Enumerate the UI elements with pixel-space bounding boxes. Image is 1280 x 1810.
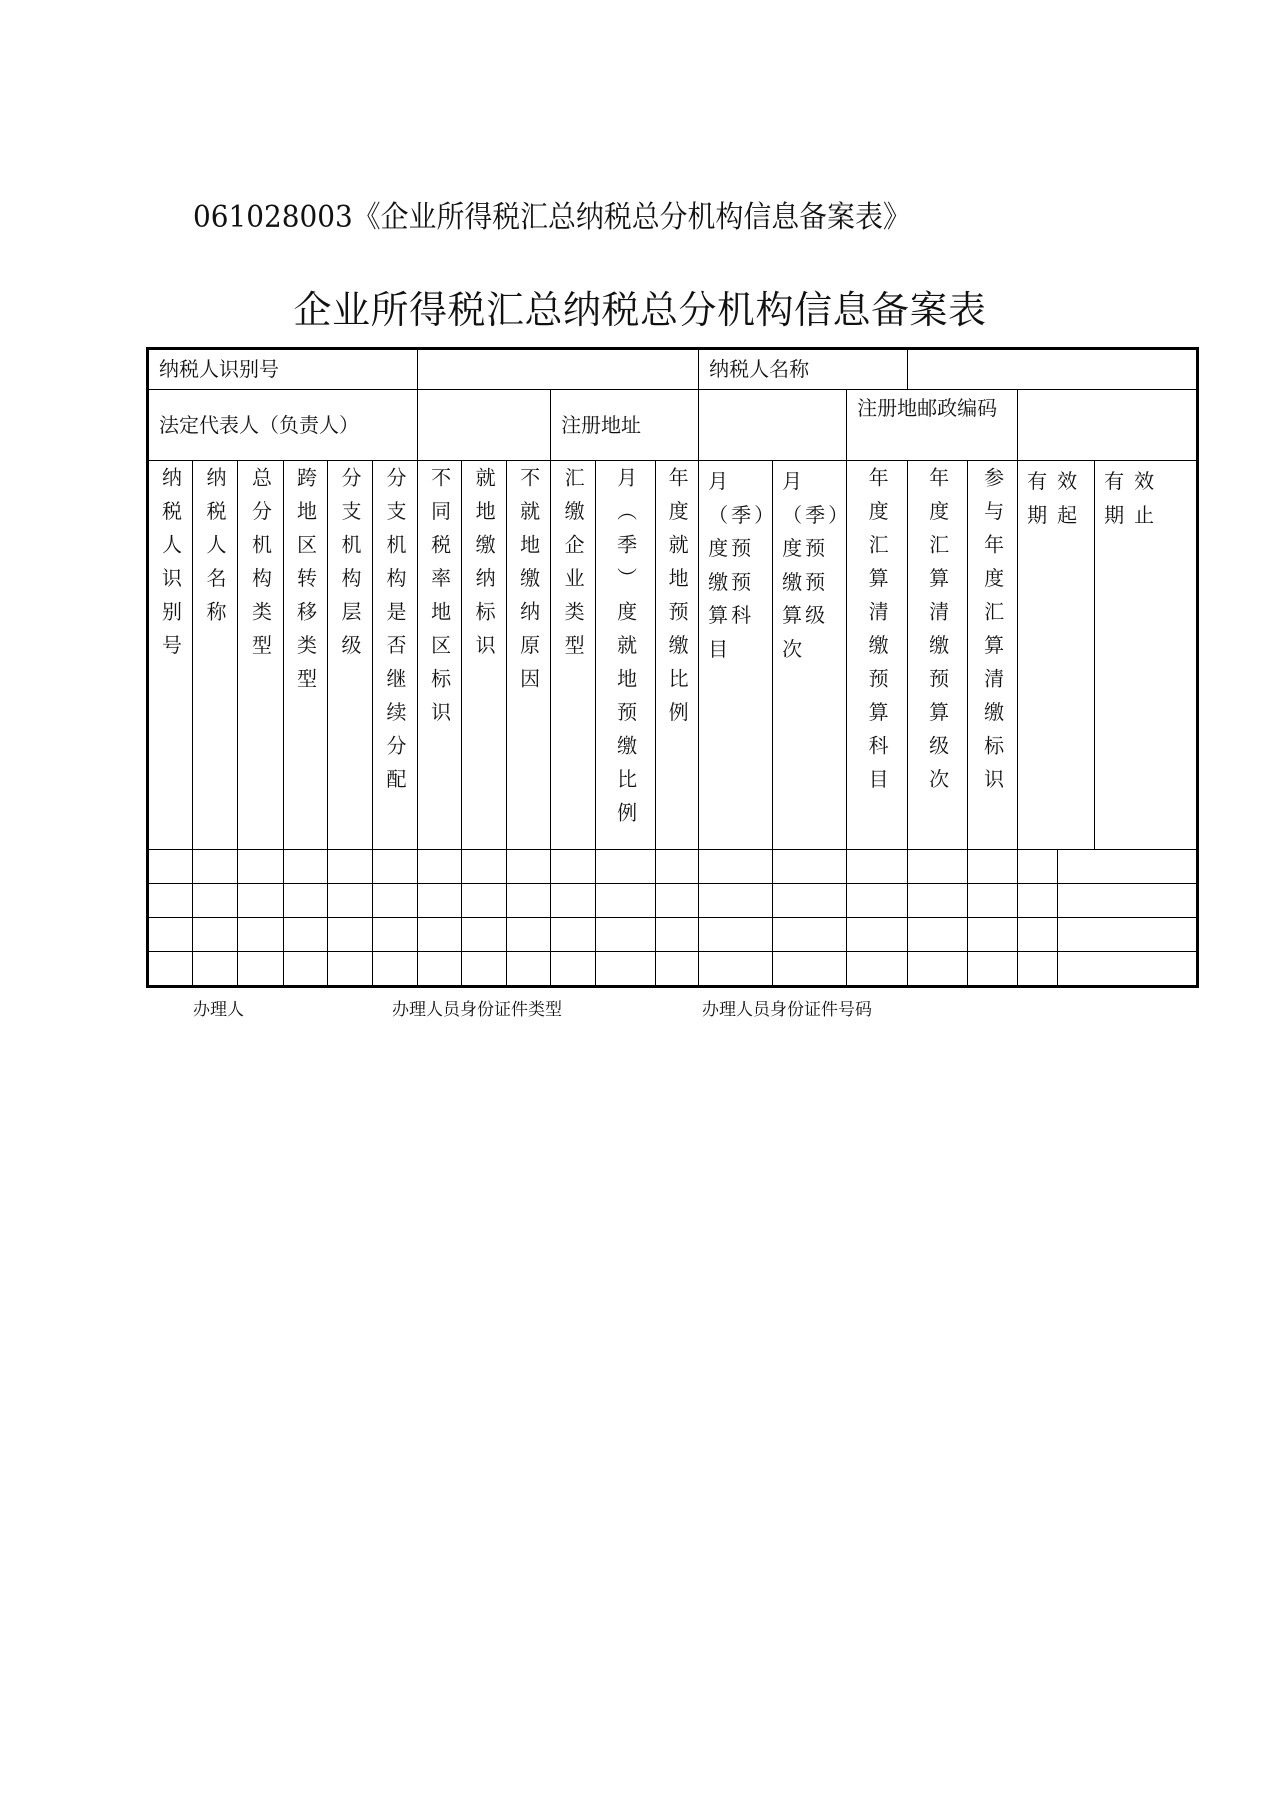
col-header-monthly-local-ratio <box>596 461 656 850</box>
filing-form-table <box>146 347 1199 988</box>
table-cell[interactable] <box>238 918 284 952</box>
col-header-label: 总分机构类型 <box>248 467 273 668</box>
col-header-label: 分支机构层级 <box>338 467 362 668</box>
table-cell[interactable] <box>148 884 193 918</box>
col-header-label: 纳税人名称 <box>203 467 227 635</box>
col-header-branch-continue-allocation <box>373 461 418 850</box>
table-cell[interactable] <box>507 918 551 952</box>
col-header-label: 纳税人识别号 <box>158 467 183 668</box>
table-cell[interactable] <box>462 918 507 952</box>
col-header-label: 就地缴纳标识 <box>472 467 497 668</box>
table-cell[interactable] <box>699 850 773 884</box>
col-header-label: 不就地缴纳原因 <box>516 467 541 702</box>
col-header-branch-level <box>328 461 373 850</box>
table-cell[interactable] <box>238 850 284 884</box>
document-main-title: 企业所得税汇总纳税总分机构信息备案表 <box>293 288 987 332</box>
col-header-valid-from <box>1018 461 1095 850</box>
table-cell[interactable] <box>551 918 596 952</box>
table-cell[interactable] <box>968 884 1018 918</box>
table-cell[interactable] <box>1058 952 1198 987</box>
table-cell[interactable] <box>968 952 1018 987</box>
table-cell[interactable] <box>328 952 373 987</box>
handler-label: 办理人 <box>193 1000 244 1020</box>
taxpayer-name-label: 纳税人名称 <box>699 349 908 390</box>
col-header-label: 跨地区转移类型 <box>293 467 318 702</box>
table-cell[interactable] <box>284 918 328 952</box>
handler-id-number-label: 办理人员身份证件号码 <box>702 1000 872 1020</box>
table-cell[interactable] <box>656 952 699 987</box>
col-header-label: 有效期起 <box>1027 469 1088 527</box>
table-cell[interactable] <box>418 918 462 952</box>
col-header-label: 月（季）度就地预缴比例 <box>613 467 638 836</box>
table-cell[interactable] <box>328 918 373 952</box>
table-cell[interactable] <box>699 918 773 952</box>
col-header-non-local-reason <box>507 461 551 850</box>
col-header-consolidated-type <box>551 461 596 850</box>
col-header-monthly-budget-level <box>773 461 852 850</box>
table-cell[interactable] <box>373 952 418 987</box>
table-cell[interactable] <box>773 884 847 918</box>
table-cell[interactable] <box>596 850 656 884</box>
table-row <box>148 884 1198 918</box>
document-code-title: 061028003《企业所得税汇总纳税总分机构信息备案表》 <box>193 200 911 235</box>
col-header-local-payment-flag <box>462 461 507 850</box>
table-cell[interactable] <box>596 952 656 987</box>
table-cell[interactable] <box>462 884 507 918</box>
table-cell[interactable] <box>328 850 373 884</box>
table-cell[interactable] <box>507 884 551 918</box>
table-row <box>148 918 1198 952</box>
col-header-monthly-budget-subject <box>699 461 778 850</box>
taxpayer-info-row <box>148 349 1198 390</box>
table-cell[interactable] <box>551 952 596 987</box>
table-cell[interactable] <box>373 918 418 952</box>
table-cell[interactable] <box>773 918 847 952</box>
reg-address-label: 注册地址 <box>551 390 699 461</box>
table-cell[interactable] <box>284 952 328 987</box>
table-cell[interactable] <box>1058 850 1198 884</box>
table-cell[interactable] <box>238 952 284 987</box>
col-header-label: 有效期止 <box>1104 469 1165 527</box>
table-cell[interactable] <box>596 918 656 952</box>
col-header-hq-branch-type <box>238 461 284 850</box>
table-cell[interactable] <box>148 918 193 952</box>
col-header-label: 年度汇算清缴预算科目 <box>865 467 890 802</box>
table-cell[interactable] <box>699 884 773 918</box>
col-header-cross-region-transfer <box>284 461 328 850</box>
table-cell[interactable] <box>968 918 1018 952</box>
col-header-label: 不同税率地区标识 <box>427 467 452 735</box>
table-row <box>148 952 1198 987</box>
table-cell[interactable] <box>1058 884 1198 918</box>
table-cell[interactable] <box>847 952 908 987</box>
table-cell[interactable] <box>968 850 1018 884</box>
table-cell[interactable] <box>148 850 193 884</box>
reg-address-field[interactable] <box>699 390 847 461</box>
table-cell[interactable] <box>908 850 968 884</box>
handler-id-type-label: 办理人员身份证件类型 <box>392 1000 562 1020</box>
col-header-label: 汇缴企业类型 <box>561 467 586 668</box>
table-cell[interactable] <box>507 850 551 884</box>
table-cell[interactable] <box>773 850 847 884</box>
table-cell[interactable] <box>373 884 418 918</box>
col-header-taxpayer-name <box>193 461 238 850</box>
taxpayer-id-field[interactable] <box>418 349 699 390</box>
table-cell[interactable] <box>847 850 908 884</box>
table-cell[interactable] <box>284 850 328 884</box>
table-cell[interactable] <box>773 952 847 987</box>
legal-rep-field[interactable] <box>418 390 551 461</box>
table-cell[interactable] <box>908 918 968 952</box>
table-cell[interactable] <box>193 850 238 884</box>
table-cell[interactable] <box>1018 918 1058 952</box>
table-cell[interactable] <box>462 850 507 884</box>
table-cell[interactable] <box>418 952 462 987</box>
column-header-row <box>148 461 1198 850</box>
table-cell[interactable] <box>847 884 908 918</box>
table-cell[interactable] <box>656 850 699 884</box>
table-cell[interactable] <box>596 884 656 918</box>
taxpayer-id-label: 纳税人识别号 <box>148 349 418 390</box>
col-header-label: 月（季）度预缴预算级次 <box>782 469 852 661</box>
col-header-annual-budget-level <box>908 461 968 850</box>
col-header-diff-rate-region <box>418 461 462 850</box>
table-cell[interactable] <box>193 884 238 918</box>
col-header-label: 年度就地预缴比例 <box>665 467 690 735</box>
table-cell[interactable] <box>507 952 551 987</box>
table-cell[interactable] <box>462 952 507 987</box>
table-cell[interactable] <box>328 884 373 918</box>
taxpayer-name-field[interactable] <box>908 349 1198 390</box>
col-header-label: 月（季）度预缴预算科目 <box>708 469 778 661</box>
reg-postcode-field[interactable] <box>1018 390 1198 461</box>
table-cell[interactable] <box>656 884 699 918</box>
col-header-annual-local-ratio <box>656 461 699 850</box>
legal-rep-label: 法定代表人（负责人） <box>148 390 418 461</box>
col-header-label: 分支机构是否继续分配 <box>383 467 408 802</box>
table-cell[interactable] <box>908 884 968 918</box>
table-cell[interactable] <box>148 952 193 987</box>
table-cell[interactable] <box>1018 850 1058 884</box>
table-cell[interactable] <box>373 850 418 884</box>
col-header-taxpayer-id <box>148 461 193 850</box>
table-row <box>148 850 1198 884</box>
table-cell[interactable] <box>908 952 968 987</box>
table-cell[interactable] <box>1018 952 1058 987</box>
col-header-annual-participation <box>968 461 1018 850</box>
legal-rep-address-row <box>148 390 1198 461</box>
col-header-valid-to <box>1095 461 1198 850</box>
col-header-label: 参与年度汇算清缴标识 <box>980 467 1005 802</box>
table-cell[interactable] <box>193 918 238 952</box>
table-cell[interactable] <box>193 952 238 987</box>
table-cell[interactable] <box>1058 918 1198 952</box>
table-cell[interactable] <box>551 884 596 918</box>
table-cell[interactable] <box>551 850 596 884</box>
table-cell[interactable] <box>699 952 773 987</box>
table-cell[interactable] <box>418 850 462 884</box>
table-cell[interactable] <box>656 918 699 952</box>
table-cell[interactable] <box>418 884 462 918</box>
table-cell[interactable] <box>1018 884 1058 918</box>
col-header-annual-budget-subject <box>847 461 908 850</box>
table-cell[interactable] <box>238 884 284 918</box>
col-header-label: 年度汇算清缴预算级次 <box>925 467 950 802</box>
reg-postcode-label: 注册地邮政编码 <box>847 390 1018 461</box>
table-cell[interactable] <box>284 884 328 918</box>
table-cell[interactable] <box>847 918 908 952</box>
